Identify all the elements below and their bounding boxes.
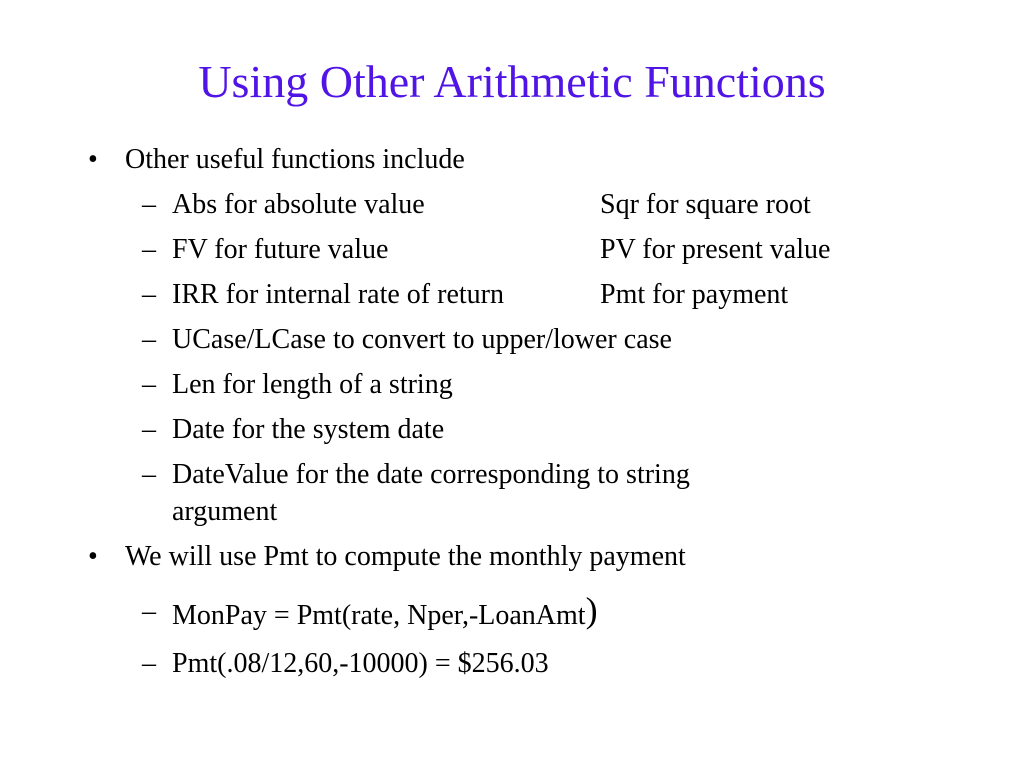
bullet-marker: • (88, 541, 98, 572)
closing-paren: ) (585, 590, 598, 630)
bullet-text: Other useful functions include (125, 144, 465, 175)
sub-marker: – (142, 189, 156, 220)
bullet-marker: • (88, 144, 98, 175)
sub-marker: – (142, 324, 156, 355)
sub-text: Date for the system date (172, 414, 445, 445)
sub-text: Abs for absolute value (172, 189, 425, 220)
bullet-text: We will use Pmt to compute the monthly payment (125, 541, 686, 572)
sub-text: Pmt(.08/12,60,-10000) = $256.03 (172, 648, 549, 679)
sub-text: Len for length of a string (172, 369, 453, 400)
sub-item (142, 232, 1002, 268)
sub-item (142, 322, 1002, 358)
bullet-item (88, 142, 988, 178)
sub-item (142, 187, 1002, 223)
sub-marker: – (142, 369, 156, 400)
slide-title: Using Other Arithmetic Functions (198, 56, 826, 107)
sub-marker: – (142, 414, 156, 445)
sub-marker: – (142, 596, 156, 627)
sub-text-right: PV for present value (600, 234, 831, 265)
sub-item (142, 277, 1002, 313)
sub-item (142, 646, 1002, 682)
sub-item (142, 412, 1002, 448)
formula-text: MonPay = Pmt(rate, Nper,-LoanAmt (172, 600, 586, 631)
sub-marker: – (142, 279, 156, 310)
sub-marker: – (142, 459, 156, 490)
bullet-item (88, 539, 988, 575)
sub-item (142, 590, 1002, 634)
sub-item (142, 457, 1002, 529)
sub-text: FV for future value (172, 234, 389, 265)
sub-marker: – (142, 234, 156, 265)
sub-text: DateValue for the date corresponding to string (172, 459, 690, 490)
sub-text: UCase/LCase to convert to upper/lower case (172, 324, 672, 355)
sub-text-continuation: argument (172, 496, 278, 527)
sub-text-right: Sqr for square root (600, 189, 811, 220)
sub-marker: – (142, 648, 156, 679)
sub-item (142, 367, 1002, 403)
sub-text: IRR for internal rate of return (172, 279, 504, 310)
sub-text (172, 590, 598, 634)
sub-text-right: Pmt for payment (600, 279, 789, 310)
